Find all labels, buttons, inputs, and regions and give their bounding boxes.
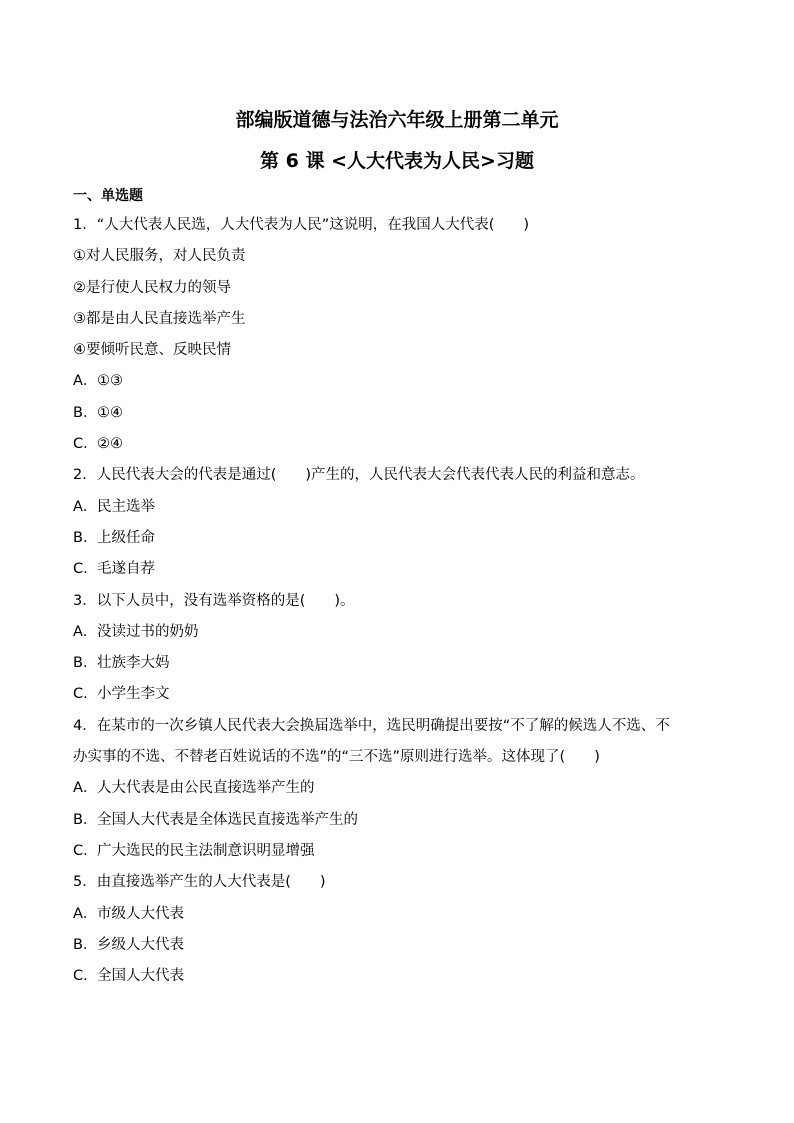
question-2-option-b (73, 523, 733, 554)
option-label: C． (73, 968, 98, 985)
question-4-option-a (73, 773, 733, 804)
option-label: B． (73, 936, 98, 953)
option-text: ①③ (97, 373, 123, 390)
option-text: 全国人大代表 (97, 968, 184, 985)
option-label: C． (73, 561, 98, 578)
option-text: 壮族李大妈 (97, 655, 170, 672)
question-4-option-b (73, 805, 733, 836)
option-label: B． (73, 404, 98, 421)
option-label: C． (73, 842, 98, 859)
question-1-option-a (73, 366, 733, 397)
document-title: 部编版道德与法治六年级上册第二单元 (235, 109, 559, 131)
question-3-option-b (73, 648, 733, 679)
option-label: A． (73, 498, 98, 515)
option-text: 人大代表是由公民直接选举产生的 (97, 780, 315, 797)
question-1-statement-4: ④要倾听民意、反映民情 (73, 342, 231, 359)
option-text: 毛遂自荐 (97, 561, 155, 578)
section-heading: 一、单选题 (73, 188, 143, 204)
question-3-stem: 3．以下人员中，没有选举资格的是( )。 (73, 592, 355, 609)
option-label: A． (73, 780, 98, 797)
question-4-stem-line-2: 办实事的不选、不替老百姓说话的不选”的“三不选”原则进行选举。这体现了( ) (73, 749, 600, 766)
question-1-statement-3: ③都是由人民直接选举产生 (73, 310, 246, 327)
question-1-stem: 1．“人大代表人民选，人大代表为人民”这说明，在我国人大代表( ) (73, 217, 530, 233)
question-4-option-c (73, 836, 733, 867)
question-4-stem-line-1: 4．在某市的一次乡镇人民代表大会换届选举中，选民明确提出要按“不了解的候选人不选、不 (73, 717, 670, 734)
option-label: C． (73, 686, 98, 703)
option-text: ①④ (97, 404, 123, 421)
option-text: 民主选举 (97, 498, 155, 515)
option-label: A． (73, 905, 98, 922)
question-1-statement-1: ①对人民服务，对人民负责 (73, 248, 246, 265)
option-label: B． (73, 811, 98, 828)
option-text: 广大选民的民主法制意识明显增强 (97, 842, 315, 859)
question-1-statement-2: ②是行使人民权力的领导 (73, 279, 231, 296)
question-1-option-c (73, 429, 733, 460)
question-5-option-c (73, 961, 733, 992)
lesson-title: 第 6 课 <人大代表为人民>习题 (260, 150, 534, 172)
option-text: 小学生李文 (97, 686, 170, 703)
question-3-option-a (73, 617, 733, 648)
option-label: A． (73, 373, 98, 390)
question-3-option-c (73, 679, 733, 710)
option-text: 上级任命 (97, 529, 155, 546)
option-label: B． (73, 655, 98, 672)
option-text: 乡级人大代表 (97, 936, 184, 953)
option-text: 没读过书的奶奶 (97, 623, 199, 640)
option-text: ②④ (97, 436, 123, 453)
option-text: 全国人大代表是全体选民直接选举产生的 (97, 811, 358, 828)
option-label: A． (73, 623, 98, 640)
option-label: B． (73, 529, 98, 546)
question-2-option-c (73, 554, 733, 585)
question-2-stem: 2．人民代表大会的代表是通过( )产生的，人民代表大会代表代表人民的利益和意志。 (73, 467, 645, 484)
question-1-option-b (73, 398, 733, 429)
option-text: 市级人大代表 (97, 905, 184, 922)
question-5-option-b (73, 930, 733, 961)
option-label: C． (73, 436, 98, 453)
question-list (73, 210, 733, 992)
question-2-option-a (73, 492, 733, 523)
question-5-stem: 5．由直接选举产生的人大代表是( ) (73, 874, 326, 891)
question-5-option-a (73, 899, 733, 930)
